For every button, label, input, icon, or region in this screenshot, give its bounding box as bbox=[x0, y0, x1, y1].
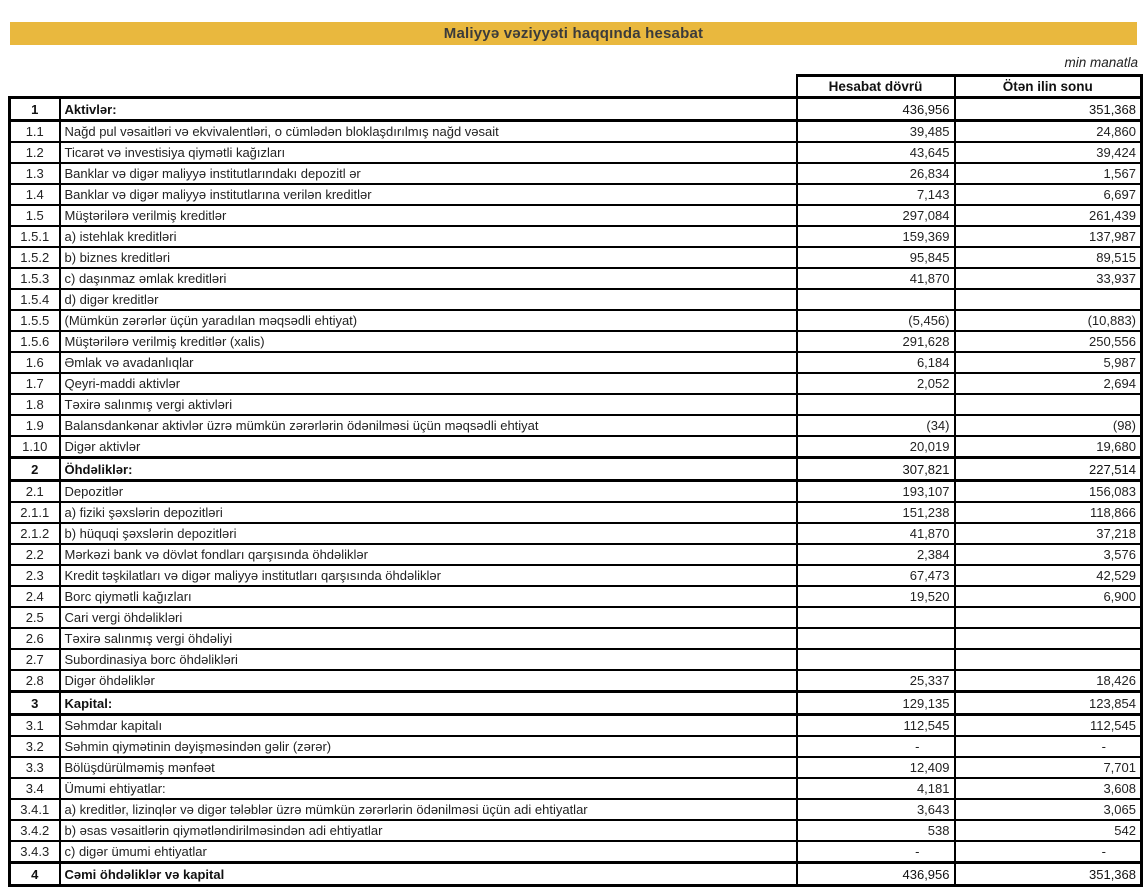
value-previous-year: 3,065 bbox=[955, 799, 1142, 820]
value-previous-year: 39,424 bbox=[955, 142, 1142, 163]
value-current-period: 538 bbox=[797, 820, 955, 841]
row-label: a) fiziki şəxslərin depozitləri bbox=[60, 502, 797, 523]
value-current-period: 6,184 bbox=[797, 352, 955, 373]
table-row bbox=[10, 649, 1142, 670]
row-label: Banklar və digər maliyyə institutlarındakı depozitl ər bbox=[60, 163, 797, 184]
row-number: 4 bbox=[10, 863, 60, 886]
table-row bbox=[10, 586, 1142, 607]
table-row bbox=[10, 268, 1142, 289]
row-number: 2.1 bbox=[10, 481, 60, 503]
value-previous-year: 112,545 bbox=[955, 715, 1142, 737]
value-current-period: - bbox=[797, 736, 955, 757]
row-number: 1.8 bbox=[10, 394, 60, 415]
value-current-period bbox=[797, 628, 955, 649]
row-label: Əmlak və avadanlıqlar bbox=[60, 352, 797, 373]
table-row bbox=[10, 565, 1142, 586]
value-current-period: 436,956 bbox=[797, 98, 955, 121]
value-previous-year bbox=[955, 394, 1142, 415]
value-previous-year: 351,368 bbox=[955, 98, 1142, 121]
row-number: 1.5.6 bbox=[10, 331, 60, 352]
row-label: b) əsas vəsaitlərin qiymətləndirilməsindən adi ehtiyatlar bbox=[60, 820, 797, 841]
table-row bbox=[10, 841, 1142, 863]
column-header-previous-year: Ötən ilin sonu bbox=[955, 76, 1142, 98]
value-current-period: 2,384 bbox=[797, 544, 955, 565]
table-row bbox=[10, 820, 1142, 841]
value-previous-year: 3,576 bbox=[955, 544, 1142, 565]
value-previous-year: 19,680 bbox=[955, 436, 1142, 458]
value-previous-year: (98) bbox=[955, 415, 1142, 436]
row-label: (Mümkün zərərlər üçün yaradılan məqsədli ehtiyat) bbox=[60, 310, 797, 331]
row-label: Müştərilərə verilmiş kreditlər (xalis) bbox=[60, 331, 797, 352]
value-previous-year: 89,515 bbox=[955, 247, 1142, 268]
row-number: 3.4.2 bbox=[10, 820, 60, 841]
value-previous-year: 3,608 bbox=[955, 778, 1142, 799]
row-number: 2.8 bbox=[10, 670, 60, 692]
row-label: Öhdəliklər: bbox=[60, 458, 797, 481]
row-label: Digər aktivlər bbox=[60, 436, 797, 458]
table-row bbox=[10, 226, 1142, 247]
value-previous-year: 5,987 bbox=[955, 352, 1142, 373]
value-previous-year bbox=[955, 649, 1142, 670]
value-current-period: 43,645 bbox=[797, 142, 955, 163]
table-row bbox=[10, 331, 1142, 352]
value-previous-year: 227,514 bbox=[955, 458, 1142, 481]
row-number: 2.6 bbox=[10, 628, 60, 649]
table-row bbox=[10, 310, 1142, 331]
table-row bbox=[10, 247, 1142, 268]
table-body bbox=[10, 98, 1142, 886]
table-row bbox=[10, 757, 1142, 778]
value-current-period: - bbox=[797, 841, 955, 863]
row-number: 1.1 bbox=[10, 121, 60, 143]
value-current-period: 2,052 bbox=[797, 373, 955, 394]
value-current-period: 7,143 bbox=[797, 184, 955, 205]
row-number: 3.4 bbox=[10, 778, 60, 799]
row-number: 1.7 bbox=[10, 373, 60, 394]
table-row bbox=[10, 628, 1142, 649]
value-current-period: 12,409 bbox=[797, 757, 955, 778]
value-previous-year: 42,529 bbox=[955, 565, 1142, 586]
table-row bbox=[10, 289, 1142, 310]
row-label: Təxirə salınmış vergi aktivləri bbox=[60, 394, 797, 415]
row-label: Kapital: bbox=[60, 692, 797, 715]
value-current-period: 3,643 bbox=[797, 799, 955, 820]
value-previous-year: 118,866 bbox=[955, 502, 1142, 523]
row-number: 1.5.2 bbox=[10, 247, 60, 268]
table-row bbox=[10, 121, 1142, 143]
value-current-period: 4,181 bbox=[797, 778, 955, 799]
value-current-period: 26,834 bbox=[797, 163, 955, 184]
value-current-period: 129,135 bbox=[797, 692, 955, 715]
table-row bbox=[10, 799, 1142, 820]
row-label: c) daşınmaz əmlak kreditləri bbox=[60, 268, 797, 289]
value-previous-year bbox=[955, 607, 1142, 628]
value-previous-year: 1,567 bbox=[955, 163, 1142, 184]
value-current-period: 41,870 bbox=[797, 268, 955, 289]
value-current-period: (5,456) bbox=[797, 310, 955, 331]
value-previous-year: 37,218 bbox=[955, 523, 1142, 544]
row-label: Cəmi öhdəliklər və kapital bbox=[60, 863, 797, 886]
row-label: c) digər ümumi ehtiyatlar bbox=[60, 841, 797, 863]
unit-note: min manatla bbox=[1064, 55, 1138, 70]
row-label: Mərkəzi bank və dövlət fondları qarşısında öhdəliklər bbox=[60, 544, 797, 565]
value-current-period: 151,238 bbox=[797, 502, 955, 523]
row-number: 3 bbox=[10, 692, 60, 715]
row-label: Kredit təşkilatları və digər maliyyə institutları qarşısında öhdəliklər bbox=[60, 565, 797, 586]
row-number: 1.5 bbox=[10, 205, 60, 226]
report-title: Maliyyə vəziyyəti haqqında hesabat bbox=[443, 25, 704, 42]
value-previous-year: 18,426 bbox=[955, 670, 1142, 692]
row-label: Qeyri-maddi aktivlər bbox=[60, 373, 797, 394]
table-row bbox=[10, 352, 1142, 373]
table-row bbox=[10, 692, 1142, 715]
row-number: 1.2 bbox=[10, 142, 60, 163]
table-row bbox=[10, 863, 1142, 886]
row-label: b) biznes kreditləri bbox=[60, 247, 797, 268]
value-previous-year: 2,694 bbox=[955, 373, 1142, 394]
report-title-bar bbox=[10, 22, 1137, 45]
row-number: 3.4.3 bbox=[10, 841, 60, 863]
value-current-period: 291,628 bbox=[797, 331, 955, 352]
row-label: Depozitlər bbox=[60, 481, 797, 503]
row-number: 1.5.1 bbox=[10, 226, 60, 247]
value-previous-year: 156,083 bbox=[955, 481, 1142, 503]
table-row bbox=[10, 373, 1142, 394]
row-number: 2 bbox=[10, 458, 60, 481]
row-label: Cari vergi öhdəlikləri bbox=[60, 607, 797, 628]
value-previous-year: 137,987 bbox=[955, 226, 1142, 247]
row-number: 1.4 bbox=[10, 184, 60, 205]
table-header-row bbox=[10, 76, 1142, 98]
value-previous-year bbox=[955, 289, 1142, 310]
value-current-period: 95,845 bbox=[797, 247, 955, 268]
row-label: a) kreditlər, lizinqlər və digər tələblər üzrə mümkün zərərlərin ödənilməsi üçün adi ehtiyatlar bbox=[60, 799, 797, 820]
row-number: 3.4.1 bbox=[10, 799, 60, 820]
row-label: d) digər kreditlər bbox=[60, 289, 797, 310]
row-number: 2.1.2 bbox=[10, 523, 60, 544]
value-previous-year: - bbox=[955, 841, 1142, 863]
value-previous-year: - bbox=[955, 736, 1142, 757]
value-previous-year: (10,883) bbox=[955, 310, 1142, 331]
row-label: Müştərilərə verilmiş kreditlər bbox=[60, 205, 797, 226]
table-row bbox=[10, 715, 1142, 737]
value-current-period: 112,545 bbox=[797, 715, 955, 737]
value-previous-year: 351,368 bbox=[955, 863, 1142, 886]
table-row bbox=[10, 394, 1142, 415]
table-row bbox=[10, 163, 1142, 184]
header-spacer bbox=[10, 76, 797, 98]
row-label: Təxirə salınmış vergi öhdəliyi bbox=[60, 628, 797, 649]
value-current-period: 39,485 bbox=[797, 121, 955, 143]
value-previous-year: 33,937 bbox=[955, 268, 1142, 289]
row-label: b) hüquqi şəxslərin depozitləri bbox=[60, 523, 797, 544]
row-number: 2.7 bbox=[10, 649, 60, 670]
value-previous-year: 542 bbox=[955, 820, 1142, 841]
row-label: Səhmin qiymətinin dəyişməsindən gəlir (zərər) bbox=[60, 736, 797, 757]
financial-position-table bbox=[8, 74, 1143, 887]
value-previous-year: 7,701 bbox=[955, 757, 1142, 778]
value-current-period: 307,821 bbox=[797, 458, 955, 481]
row-number: 1.5.3 bbox=[10, 268, 60, 289]
value-previous-year: 6,900 bbox=[955, 586, 1142, 607]
row-number: 2.4 bbox=[10, 586, 60, 607]
row-number: 1 bbox=[10, 98, 60, 121]
table-row bbox=[10, 778, 1142, 799]
value-previous-year: 123,854 bbox=[955, 692, 1142, 715]
table-row bbox=[10, 481, 1142, 503]
row-label: Nağd pul vəsaitləri və ekvivalentləri, o cümlədən bloklaşdırılmış nağd vəsait bbox=[60, 121, 797, 143]
row-label: Borc qiymətli kağızları bbox=[60, 586, 797, 607]
value-current-period bbox=[797, 649, 955, 670]
value-previous-year bbox=[955, 628, 1142, 649]
value-current-period: 436,956 bbox=[797, 863, 955, 886]
row-number: 2.3 bbox=[10, 565, 60, 586]
value-previous-year: 250,556 bbox=[955, 331, 1142, 352]
row-number: 3.1 bbox=[10, 715, 60, 737]
row-number: 2.5 bbox=[10, 607, 60, 628]
value-current-period: 193,107 bbox=[797, 481, 955, 503]
table-row bbox=[10, 184, 1142, 205]
value-current-period: 19,520 bbox=[797, 586, 955, 607]
value-previous-year: 261,439 bbox=[955, 205, 1142, 226]
value-previous-year: 6,697 bbox=[955, 184, 1142, 205]
row-number: 1.10 bbox=[10, 436, 60, 458]
table-row bbox=[10, 670, 1142, 692]
row-number: 1.9 bbox=[10, 415, 60, 436]
table-row bbox=[10, 607, 1142, 628]
table-row bbox=[10, 502, 1142, 523]
row-number: 3.2 bbox=[10, 736, 60, 757]
table-row bbox=[10, 205, 1142, 226]
row-number: 2.2 bbox=[10, 544, 60, 565]
row-label: Subordinasiya borc öhdəlikləri bbox=[60, 649, 797, 670]
value-current-period: 297,084 bbox=[797, 205, 955, 226]
row-label: Banklar və digər maliyyə institutlarına verilən kreditlər bbox=[60, 184, 797, 205]
row-label: Digər öhdəliklər bbox=[60, 670, 797, 692]
row-label: Ticarət və investisiya qiymətli kağızları bbox=[60, 142, 797, 163]
value-previous-year: 24,860 bbox=[955, 121, 1142, 143]
row-number: 3.3 bbox=[10, 757, 60, 778]
value-current-period: 67,473 bbox=[797, 565, 955, 586]
table-row bbox=[10, 736, 1142, 757]
row-label: Bölüşdürülməmiş mənfəət bbox=[60, 757, 797, 778]
value-current-period: 41,870 bbox=[797, 523, 955, 544]
row-label: Balansdankənar aktivlər üzrə mümkün zərərlərin ödənilməsi üçün məqsədli ehtiyat bbox=[60, 415, 797, 436]
row-number: 1.5.5 bbox=[10, 310, 60, 331]
value-current-period bbox=[797, 289, 955, 310]
value-current-period bbox=[797, 607, 955, 628]
value-current-period: (34) bbox=[797, 415, 955, 436]
table-row bbox=[10, 142, 1142, 163]
value-current-period: 159,369 bbox=[797, 226, 955, 247]
table-row bbox=[10, 436, 1142, 458]
table-row bbox=[10, 523, 1142, 544]
row-number: 2.1.1 bbox=[10, 502, 60, 523]
value-current-period bbox=[797, 394, 955, 415]
row-label: Aktivlər: bbox=[60, 98, 797, 121]
table-row bbox=[10, 98, 1142, 121]
value-current-period: 25,337 bbox=[797, 670, 955, 692]
row-label: Səhmdar kapitalı bbox=[60, 715, 797, 737]
table-row bbox=[10, 415, 1142, 436]
row-label: Ümumi ehtiyatlar: bbox=[60, 778, 797, 799]
table-row bbox=[10, 544, 1142, 565]
value-current-period: 20,019 bbox=[797, 436, 955, 458]
row-number: 1.5.4 bbox=[10, 289, 60, 310]
row-label: a) istehlak kreditləri bbox=[60, 226, 797, 247]
column-header-current-period: Hesabat dövrü bbox=[797, 76, 955, 98]
table-row bbox=[10, 458, 1142, 481]
row-number: 1.3 bbox=[10, 163, 60, 184]
row-number: 1.6 bbox=[10, 352, 60, 373]
